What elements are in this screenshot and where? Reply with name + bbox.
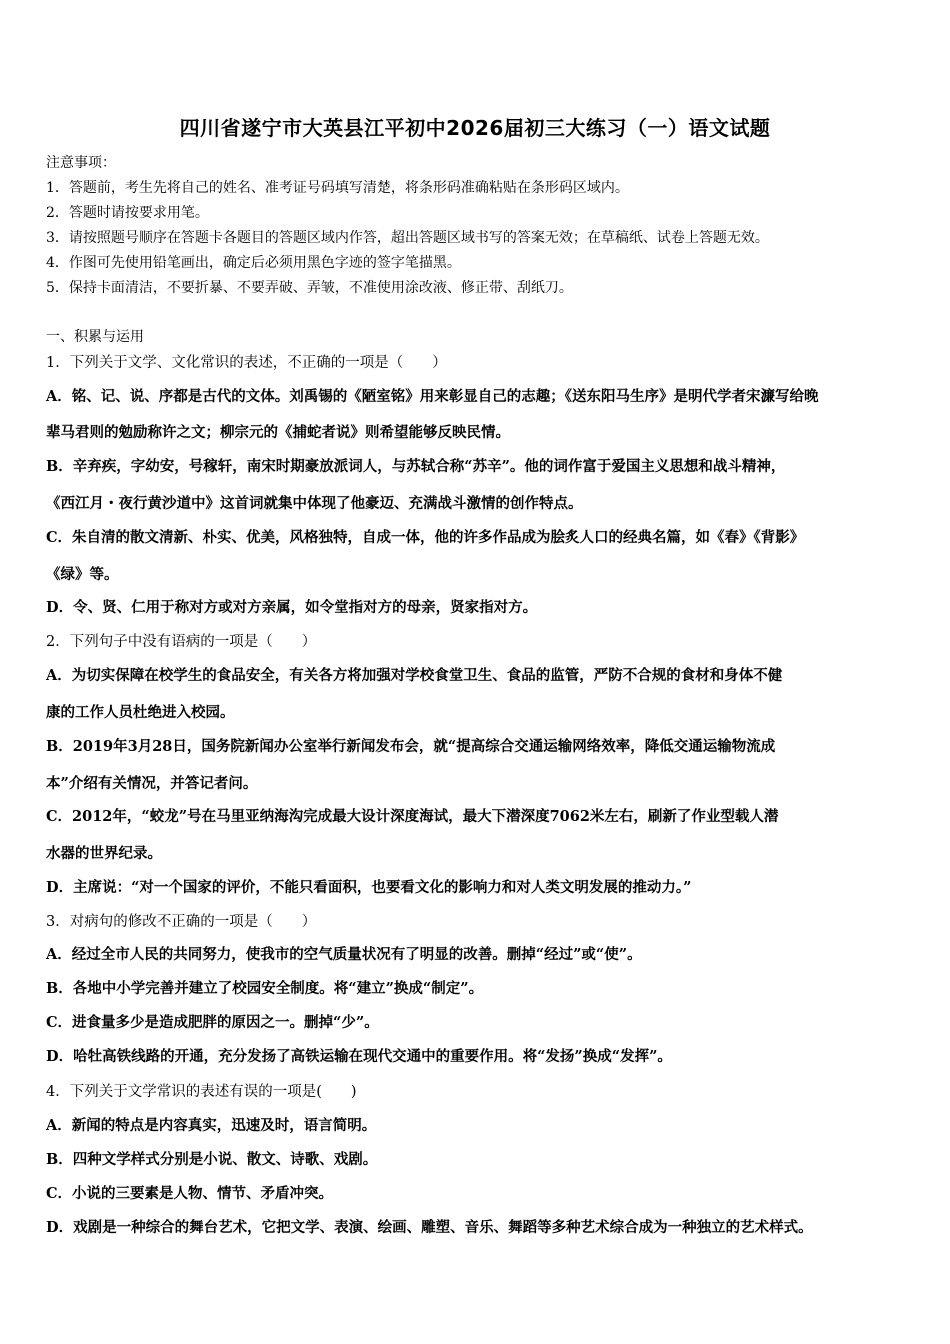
- page-title: 四川省遂宁市大英县江平初中2026届初三大练习（一）语文试题: [179, 116, 771, 140]
- option-a: A．新闻的特点是内容真实，迅速及时，语言简明。: [46, 1117, 377, 1134]
- option-c: C．朱自清的散文清新、朴实、优美，风格独特，自成一体，他的许多作品成为脍炙人口的经典名篇，如《春》《背影》: [46, 529, 805, 546]
- option-c: C．小说的三要素是人物、情节、矛盾冲突。: [46, 1185, 334, 1202]
- notice-item: 4．作图可先使用铅笔画出，确定后必须用黑色字迹的签字笔描黑。: [46, 255, 461, 271]
- option-c-cont: 水器的世界纪录。: [46, 845, 162, 862]
- option-c: C．2012年，“蛟龙”号在马里亚纳海沟完成最大设计深度海试，最大下潜深度7062米左右，刷新了作业型载人潜: [46, 808, 779, 825]
- question-stem: 1．下列关于文学、文化常识的表述，不正确的一项是（ ）: [46, 355, 447, 371]
- option-c: C．进食量多少是造成肥胖的原因之一。删掉“少”。: [46, 1014, 379, 1031]
- option-d: D．戏剧是一种综合的舞台艺术，它把文学、表演、绘画、雕塑、音乐、舞蹈等多种艺术综合成为一种独立的艺术样式。: [46, 1219, 813, 1236]
- option-d: D．令、贤、仁用于称对方或对方亲属，如令堂指对方的母亲，贤家指对方。: [46, 599, 538, 616]
- option-d: D．哈牡高铁线路的开通，充分发扬了高铁运输在现代交通中的重要作用。将“发扬”换成“发挥”。: [46, 1048, 672, 1065]
- option-b-cont: 本”介绍有关情况，并答记者问。: [46, 775, 258, 792]
- option-a-cont: 辈马君则的勉励称许之文；柳宗元的《捕蛇者说》则希望能够反映民情。: [46, 424, 510, 441]
- option-a: A．铭、记、说、序都是古代的文体。刘禹锡的《陋室铭》用来彰显自己的志趣；《送东阳马生序》是明代学者宋濂写给晚: [46, 388, 819, 405]
- notice-item: 3．请按照题号顺序在答题卡各题目的答题区域内作答，超出答题区域书写的答案无效；在草稿纸、试卷上答题无效。: [46, 230, 769, 246]
- option-b: B．各地中小学完善并建立了校园安全制度。将“建立”换成“制定”。: [46, 980, 484, 997]
- option-b: B．辛弃疾，字幼安，号稼轩，南宋时期豪放派词人，与苏轼合称“苏辛”。他的词作富于爱国主义思想和战斗精神，: [46, 458, 786, 475]
- option-a: A．为切实保障在校学生的食品安全，有关各方将加强对学校食堂卫生、食品的监管，严防不合规的食材和身体不健: [46, 667, 783, 684]
- option-b-cont: 《西江月・夜行黄沙道中》这首词就集中体现了他豪迈、充满战斗激情的创作特点。: [46, 495, 583, 512]
- question-stem: 3．对病句的修改不正确的一项是（ ）: [46, 914, 317, 930]
- option-c-cont: 《绿》等。: [46, 566, 119, 583]
- question-stem: 2．下列句子中没有语病的一项是（ ）: [46, 634, 317, 650]
- option-b: B．2019年3月28日，国务院新闻办公室举行新闻发布会，就“提高综合交通运输网络效率，降低交通运输物流成: [46, 738, 776, 755]
- notice-item: 2．答题时请按要求用笔。: [46, 205, 209, 221]
- section-heading: 一、积累与运用: [46, 329, 144, 345]
- option-a: A．经过全市人民的共同努力，使我市的空气质量状况有了明显的改善。删掉“经过”或“使”。: [46, 946, 642, 963]
- notice-heading: 注意事项：: [46, 155, 116, 171]
- option-d: D．主席说：“对一个国家的评价，不能只看面积，也要看文化的影响力和对人类文明发展的推动力。”: [46, 879, 692, 896]
- notice-item: 1．答题前，考生先将自己的姓名、准考证号码填写清楚，将条形码准确粘贴在条形码区域内。: [46, 180, 629, 196]
- notice-item: 5．保持卡面清洁，不要折暴、不要弄破、弄皱，不准使用涂改液、修正带、刮纸刀。: [46, 280, 573, 296]
- option-a-cont: 康的工作人员杜绝进入校园。: [46, 704, 235, 721]
- option-b: B．四种文学样式分别是小说、散文、诗歌、戏剧。: [46, 1151, 378, 1168]
- question-stem: 4．下列关于文学常识的表述有误的一项是( ): [46, 1084, 357, 1100]
